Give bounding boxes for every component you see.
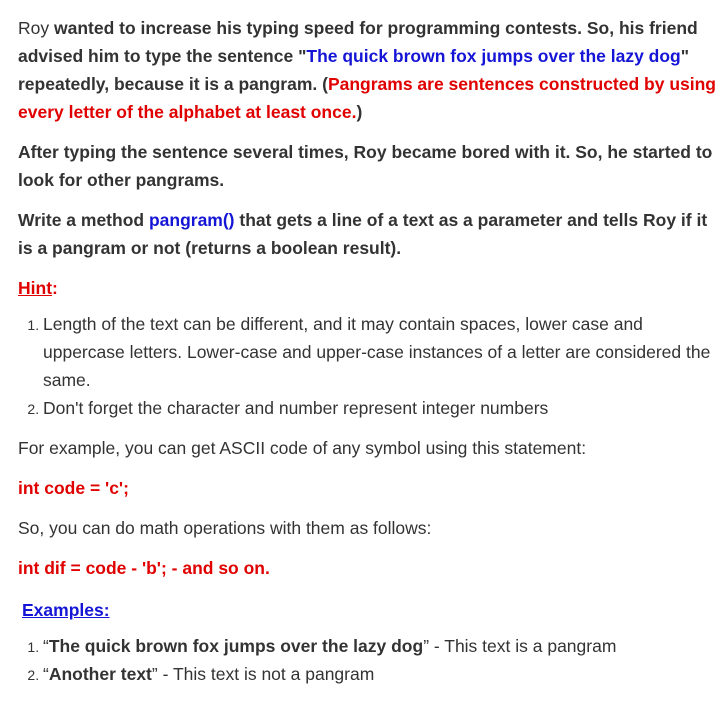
example-text: The quick brown fox jumps over the lazy dog: [48, 636, 424, 656]
hint-heading: Hint:: [18, 278, 58, 298]
boredom-paragraph: After typing the sentence several times, Roy became bored with it. So, he started to look for other pangrams.: [18, 142, 713, 190]
example-note: - This text is not a pangram: [157, 664, 375, 684]
pangram-definition: Pangrams are sentences constructed by using every letter of the alphabet at least once.: [18, 74, 716, 122]
example-item: 2. “Another text” - This text is not a pangram: [43, 660, 718, 688]
hint-label: Hint: [18, 278, 53, 298]
ascii-paragraph: For example, you can get ASCII code of any symbol using this statement:: [18, 438, 587, 458]
example-note: - This text is a pangram: [429, 636, 617, 656]
code-line-1: int code = 'c';: [18, 478, 129, 498]
examples-heading: [18, 596, 718, 624]
pangram-sentence: The quick brown fox jumps over the lazy dog: [306, 46, 681, 66]
example-text: Another text: [48, 664, 152, 684]
hint-item: 2. Don't forget the character and number represent integer numbers: [43, 394, 718, 422]
intro-roy: Roy: [18, 18, 54, 38]
method-paragraph: Write a method pangram() that gets a line of a text as a parameter and tells Roy if it is a pangram or not (returns a boolean result).: [18, 210, 708, 258]
intro-paragraph: Roy wanted to increase his typing speed for programming contests. So, his friend advised him to type the sentence "The quick brown fox jumps over the lazy dog" repeatedly, because it is a pangram. (Pangrams are sentences constructed by using every letter of the alphabet at least once.): [18, 18, 716, 122]
examples-label: Examples:: [22, 600, 110, 620]
math-paragraph: So, you can do math operations with them as follows:: [18, 518, 432, 538]
method-name: pangram(): [148, 210, 235, 230]
code-line-2: int dif = code - 'b'; - and so on.: [18, 558, 270, 578]
hint-item: 1. Length of the text can be different, and it may contain spaces, lower case and uppercase letters. Lower-case and upper-case instances of a letter are considered the same.: [43, 310, 718, 394]
hint-list: [18, 310, 718, 422]
intro-text: wanted to increase his typing speed for programming contests. So, his friend advised him to type the sentence: [18, 18, 698, 66]
example-item: 1. “The quick brown fox jumps over the lazy dog” - This text is a pangram: [43, 632, 718, 660]
examples-list: [18, 632, 718, 688]
intro-text-2: repeatedly, because it is a pangram. (: [18, 74, 328, 94]
